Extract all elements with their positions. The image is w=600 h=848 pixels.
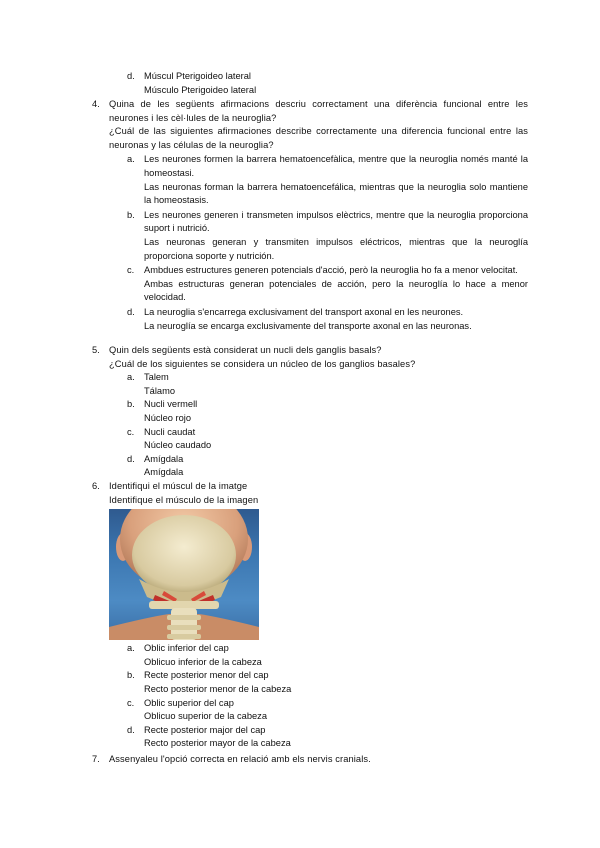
- option-text-spanish: Recto posterior mayor de la cabeza: [144, 738, 291, 749]
- option-letter: c.: [127, 265, 135, 276]
- question-number: 4.: [92, 99, 100, 109]
- option-letter: b.: [127, 399, 135, 410]
- option-text-spanish: Recto posterior menor de la cabeza: [144, 683, 292, 694]
- option-letter: b.: [127, 209, 135, 220]
- question-number: 6.: [92, 481, 100, 491]
- option-text-catalan: La neuroglia s'encarrega exclusivament del transport axonal en les neurones.: [144, 306, 464, 317]
- question-text: [109, 344, 528, 371]
- option-letter: c.: [127, 697, 135, 708]
- option-b[interactable]: [127, 669, 528, 696]
- question-text-spanish: ¿Cuál de los siguientes se considera un núcleo de los ganglios basales?: [109, 358, 416, 369]
- skull-posterior-view-image: [109, 509, 259, 640]
- option-d[interactable]: [127, 724, 528, 751]
- option-text-spanish: La neuroglía se encarga exclusivamente del transporte axonal en las neuronas.: [144, 320, 472, 331]
- option-text-spanish: Oblicuo inferior de la cabeza: [144, 656, 262, 667]
- option-c[interactable]: [127, 426, 528, 453]
- option-text-catalan: Oblic inferior del cap: [144, 643, 229, 654]
- question-5: [92, 344, 528, 480]
- question-text: [109, 753, 528, 767]
- option-letter: c.: [127, 426, 135, 437]
- question-text: [109, 480, 528, 507]
- question-text: [109, 98, 528, 152]
- option-text-spanish: Amígdala: [144, 467, 184, 478]
- option-text-catalan: Ambdues estructures generen potencials d'acció, però la neuroglia ho fa a menor velocitat.: [144, 265, 518, 276]
- option-b[interactable]: [127, 209, 528, 263]
- option-text-spanish: Las neuronas generan y transmiten impulsos eléctricos, mientras que la neuroglía proporciona soporte y nutrición.: [144, 236, 528, 261]
- question-text-spanish: Identifique el músculo de la imagen: [109, 494, 259, 505]
- option-text-spanish: Músculo Pterigoideo lateral: [144, 84, 257, 95]
- option-d[interactable]: [127, 70, 528, 97]
- question-text-catalan: Assenyaleu l'opció correcta en relació amb els nervis cranials.: [109, 754, 371, 764]
- option-b[interactable]: [127, 398, 528, 425]
- question-6: [92, 480, 528, 751]
- skull-illustration: [109, 509, 259, 640]
- option-letter: d.: [127, 71, 135, 81]
- option-letter: a.: [127, 643, 135, 654]
- option-text-spanish: Tálamo: [144, 385, 176, 396]
- question-number: 7.: [92, 754, 100, 764]
- option-text-spanish: Las neuronas forman la barrera hematoencefálica, mientras que la neuroglia solo mantiene la homeostasis.: [144, 181, 528, 206]
- question-number: 5.: [92, 345, 100, 355]
- option-text-spanish: Oblicuo superior de la cabeza: [144, 711, 267, 722]
- option-text-catalan: Recte posterior major del cap: [144, 724, 266, 735]
- option-letter: d.: [127, 453, 135, 464]
- question-text-catalan: Identifiqui el múscul de la imatge: [109, 481, 248, 491]
- option-letter: a.: [127, 372, 135, 383]
- option-text-catalan: Talem: [144, 372, 169, 383]
- option-text-catalan: Les neurones generen i transmeten impulsos elèctrics, mentre que la neuroglia proporciona suport i nutrició.: [144, 209, 528, 234]
- question-3-tail: [92, 70, 528, 97]
- option-a[interactable]: [127, 642, 528, 669]
- question-4: [92, 98, 528, 333]
- option-text-spanish: Núcleo rojo: [144, 412, 192, 423]
- option-d[interactable]: [127, 453, 528, 480]
- option-text-spanish: Ambas estructuras generan potenciales de acción, pero la neuroglía lo hace a menor velocidad.: [144, 278, 528, 303]
- option-text-catalan: Amígdala: [144, 453, 184, 464]
- question-7: [92, 753, 528, 767]
- option-text-catalan: Múscul Pterigoideo lateral: [144, 71, 251, 81]
- option-letter: d.: [127, 724, 135, 735]
- option-letter: a.: [127, 154, 135, 165]
- option-letter: b.: [127, 670, 135, 681]
- option-a[interactable]: [127, 153, 528, 207]
- question-text-catalan: Quin dels següents està considerat un nucli dels ganglis basals?: [109, 345, 382, 355]
- question-text-catalan: Quina de les següents afirmacions descriu correctament una diferència funcional entre les neurones i les cèl·lules de la neuroglia?: [109, 99, 528, 123]
- option-text-catalan: Nucli caudat: [144, 426, 196, 437]
- option-text-spanish: Núcleo caudado: [144, 440, 212, 451]
- option-text-catalan: Recte posterior menor del cap: [144, 670, 269, 681]
- option-text-catalan: Nucli vermell: [144, 399, 198, 410]
- option-c[interactable]: [127, 697, 528, 724]
- option-letter: d.: [127, 306, 135, 317]
- option-a[interactable]: [127, 371, 528, 398]
- option-text-catalan: Oblic superior del cap: [144, 697, 234, 708]
- option-d[interactable]: [127, 306, 528, 333]
- option-text-catalan: Les neurones formen la barrera hematoencefàlica, mentre que la neuroglia només manté la homeostasi.: [144, 154, 528, 178]
- question-text-spanish: ¿Cuál de las siguientes afirmaciones describe correctamente una diferencia funcional entre las neuronas y las células de la neuroglia?: [109, 126, 528, 150]
- option-c[interactable]: [127, 264, 528, 305]
